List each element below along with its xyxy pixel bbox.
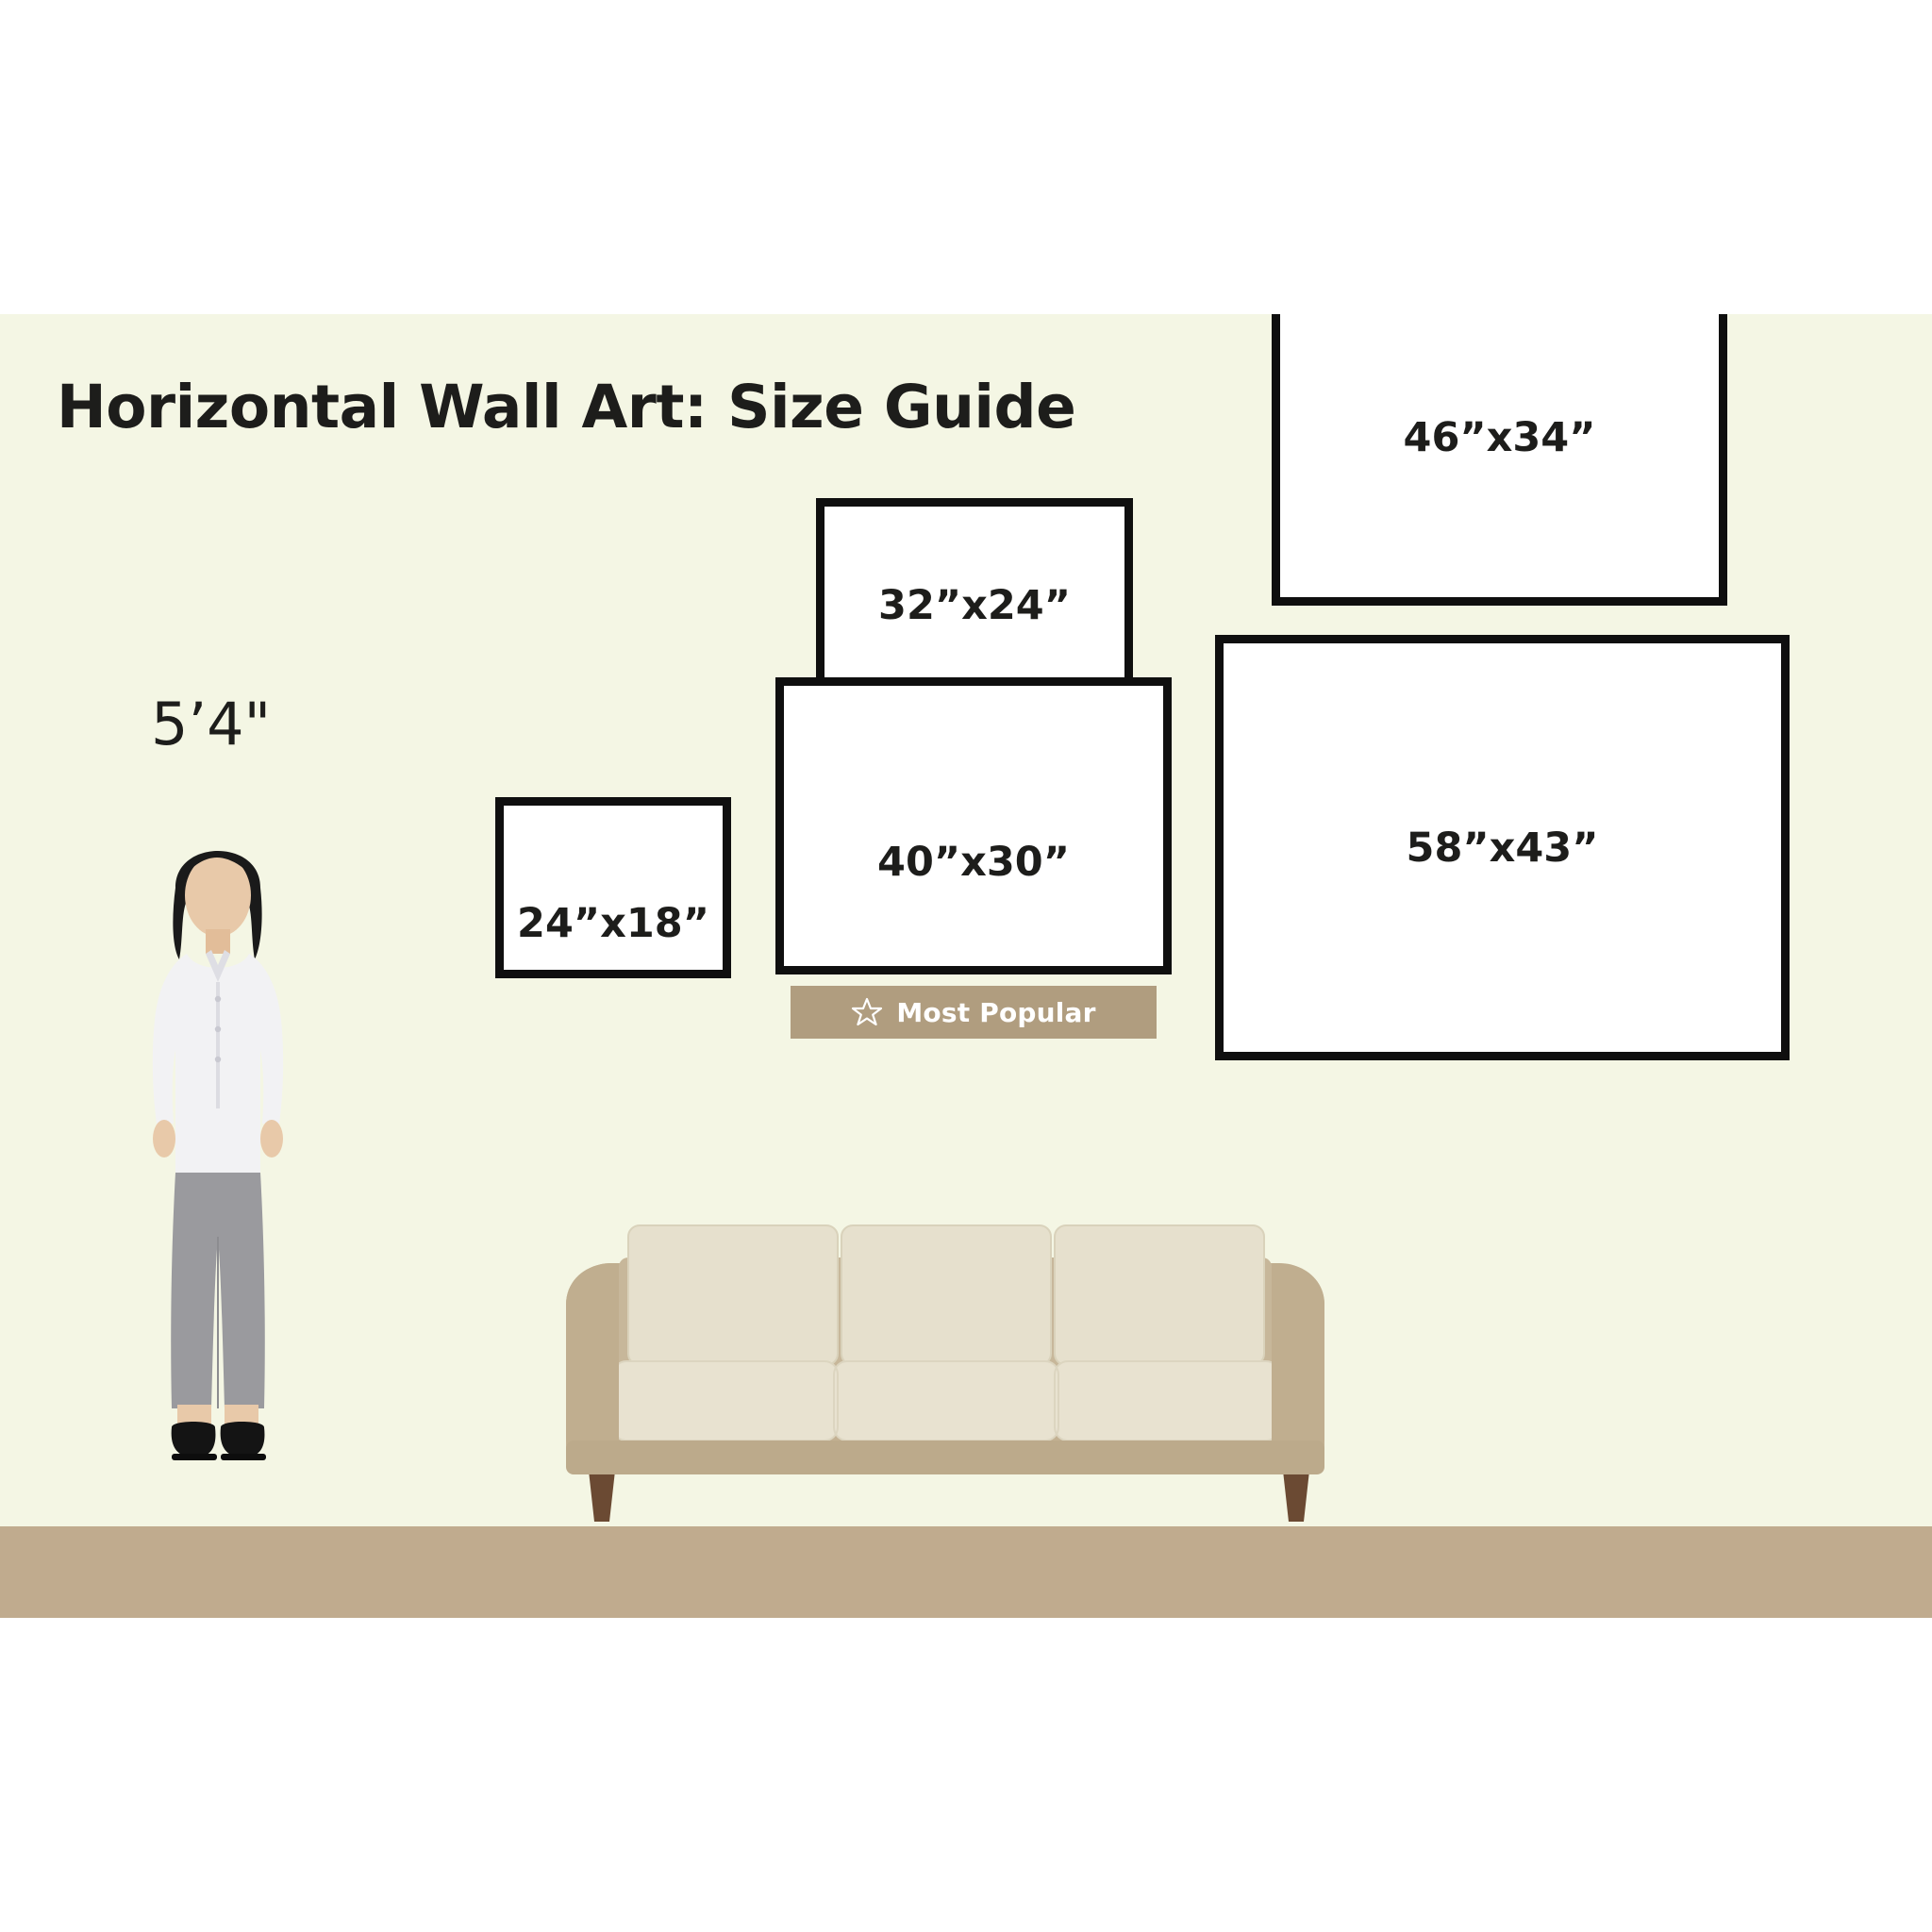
frame-24x18-label: 24”x18” bbox=[517, 900, 709, 947]
frame-32x24-label: 32”x24” bbox=[878, 582, 1071, 629]
most-popular-label: Most Popular bbox=[896, 996, 1096, 1028]
frame-24x18[interactable] bbox=[495, 797, 731, 978]
frame-58x43-label: 58”x43” bbox=[1406, 824, 1599, 872]
frame-40x30-label: 40”x30” bbox=[877, 838, 1070, 886]
wall-scene bbox=[0, 314, 1932, 1618]
height-reference-label: 5’4" bbox=[151, 690, 272, 758]
standing-woman-figure bbox=[123, 797, 311, 1526]
frame-40x30[interactable] bbox=[775, 677, 1172, 974]
page-title: Horizontal Wall Art: Size Guide bbox=[57, 373, 1076, 441]
most-popular-badge bbox=[791, 986, 1157, 1039]
three-seat-sofa bbox=[547, 1191, 1340, 1531]
frame-58x43[interactable] bbox=[1215, 635, 1790, 1060]
floor-band bbox=[0, 1526, 1932, 1618]
frame-46x34[interactable] bbox=[1272, 314, 1727, 606]
star-icon bbox=[851, 996, 883, 1028]
frame-46x34-label: 46”x34” bbox=[1403, 413, 1596, 461]
